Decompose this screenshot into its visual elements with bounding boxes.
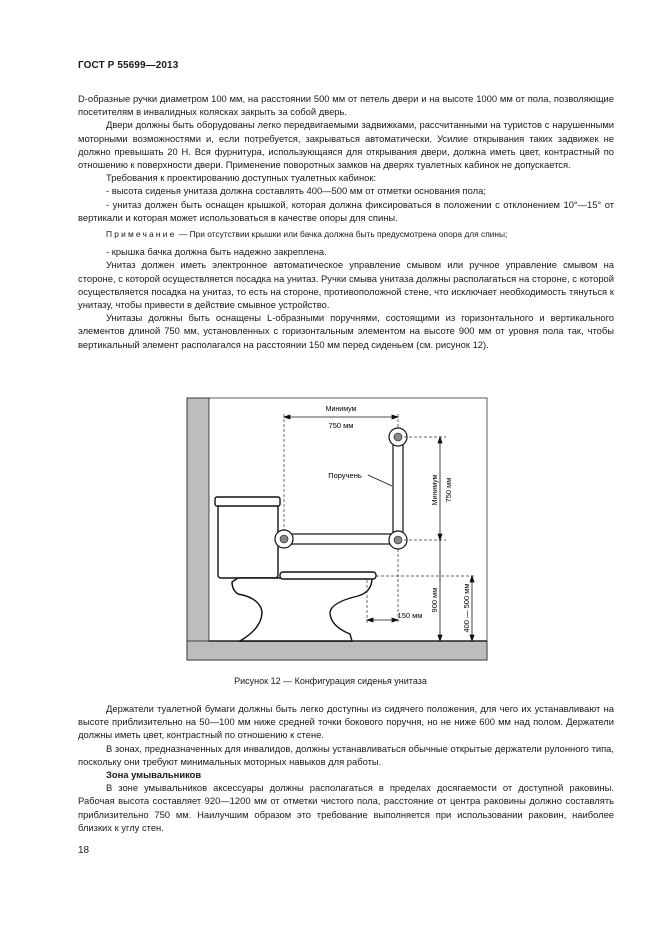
handrail-label: Поручень	[328, 471, 362, 480]
handrail-vertical	[393, 433, 403, 543]
document-header: ГОСТ Р 55699—2013	[78, 60, 179, 71]
handrail-horizontal	[280, 534, 403, 544]
paragraph: В зонах, предназначенных для инвалидов, должны устанавливаться обычные открытые держатели рулонного типа, поскольку они требуют минимальных моторных навыков для работы.	[78, 742, 614, 767]
paragraph: Двери должны быть оборудованы легко передвигаемыми задвижками, рассчитанными на туристов с нарушенными моторными возможностями и, если потребуется, закрываться автоматически. Усилие открывания таких задвижек не должно превышать 20 Н. Вся фурнитура, использующаяся для открывания двери, должна иметь цвет, контрастный по отношению к поверхности двери. Применение поворотных замков на дверях туалетных кабинок не допускается.	[78, 119, 614, 171]
paragraph: Унитаз должен иметь электронное автоматическое управление смывом или ручное управление смывом на стороне, с которой осуществляется посадка на унитаз. Ручки смыва унитаза должны располагаться на стороне, с которой осуществляется посадка на унитаз, то есть на стороне, противоположной стене, что исключает необходимость тянуться к унитазу, чтобы привести в действие смывное устройство.	[78, 259, 614, 311]
paragraph: В зоне умывальников аксессуары должны располагаться в пределах досягаемости от доступной раковины. Рабочая высота составляет 920—1200 мм от отметки чистого пола, расстояние от центра раковины должно составлять приблизительно 750 мм. Наилучшим образом это требование выполняется при использовании раковин, наиболее близких к углу стен.	[78, 782, 614, 833]
body-text-bottom	[78, 702, 614, 834]
wall	[187, 398, 209, 660]
toilet-seat	[280, 572, 376, 579]
paragraph: Держатели туалетной бумаги должны быть легко доступны из сидячего положения, для чего их устанавливают на высоте приблизительно на 50—100 мм ниже средней точки бокового поручня, но не ниже 600 мм над полом. Держатели должны иметь цвет, контрастный по отношению к стене.	[78, 703, 614, 741]
dimension-label-min-top: Минимум	[325, 406, 357, 413]
dimension-label-150: 150 мм	[397, 611, 423, 620]
dimension-label-750-right: 750 мм	[444, 477, 453, 503]
list-item: - унитаз должен быть оснащен крышкой, которая должна фиксироваться в положении с отклонением 10°—15° от вертикали и которая может использоваться в качестве опоры для спины.	[78, 198, 614, 223]
toilet-bowl	[232, 578, 372, 641]
dimension-label-900: 900 мм	[430, 587, 439, 613]
note-text: — При отсутствии крышки или бачка должна быть предусмотрена опора для спины;	[178, 229, 508, 240]
paragraph: Унитазы должны быть оснащены L-образными поручнями, состоящими из горизонтального и вертикального элементов длиной 750 мм, установленных с горизонтальным элементом на высоте 900 мм от уровня пола так, чтобы вертикальный элемент располагался на расстоянии 150 мм перед сиденьем (см. рисунок 12).	[78, 312, 614, 350]
cistern	[218, 498, 278, 578]
page-number: 18	[78, 845, 90, 856]
dimension-label-400-500: 400 — 500 мм	[462, 583, 471, 633]
section-heading: Зона умывальников	[106, 769, 202, 781]
paragraph: Требования к проектированию доступных туалетных кабинок:	[106, 172, 377, 184]
list-item: - крышка бачка должна быть надежно закреплена.	[106, 246, 327, 258]
paragraph: D-образные ручки диаметром 100 мм, на расстоянии 500 мм от петель двери и на высоте 1000 мм от пола, позволяющие посетителям в инвалидных колясках закрыть за собой дверь.	[78, 93, 614, 118]
note-label: Примечание	[106, 229, 177, 240]
list-item: - высота сиденья унитаза должна составлять 400—500 мм от отметки основания пола;	[106, 185, 486, 197]
cistern-lid	[215, 497, 280, 506]
floor	[187, 641, 487, 660]
dimension-label-750-top: 750 мм	[328, 421, 354, 430]
figure-caption: Рисунок 12 — Конфигурация сиденья унитаза	[234, 676, 427, 686]
dimension-label-min-right: Минимум	[432, 474, 439, 506]
